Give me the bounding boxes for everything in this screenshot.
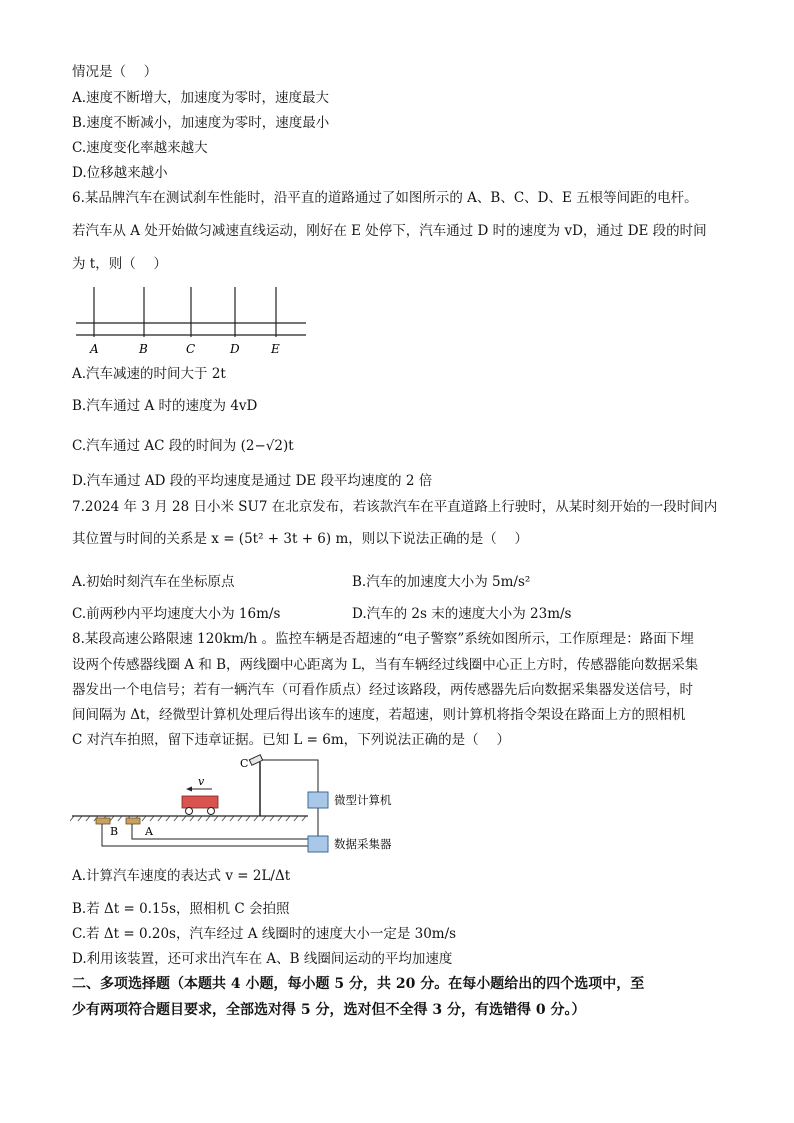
car-body [182, 796, 218, 808]
collector-label: 数据采集器 [334, 837, 392, 851]
q7-option-b: B.汽车的加速度大小为 5m/s² [352, 574, 531, 590]
coil-b-wire [102, 824, 308, 846]
q5-tail: 情况是（ ） [72, 64, 158, 80]
q8-line5: C 对汽车拍照，留下违章证据。已知 L = 6m，下列说法正确的是（ ） [72, 732, 510, 748]
pole-label-b: B [139, 342, 148, 356]
q7-option-c: C.前两秒内平均速度大小为 16m/s [72, 606, 281, 622]
pole-label-a: A [90, 342, 99, 356]
velocity-arrowhead [186, 787, 192, 792]
q8-line1: 8.某段高速公路限速 120km/h 。监控车辆是否超速的“电子警察”系统如图所示，工作原理是：路面下埋 [72, 631, 694, 647]
traffic-camera-figure [70, 752, 410, 857]
q6-line2: 若汽车从 A 处开始做匀减速直线运动，刚好在 E 处停下，汽车通过 D 时的速度为 vD，通过 DE 段的时间 [72, 223, 707, 239]
q7-line1: 7.2024 年 3 月 28 日小米 SU7 在北京发布，若该款汽车在平直道路上行驶时，从某时刻开始的一段时间内 [72, 499, 718, 515]
q8-line3: 器发出一个电信号；若有一辆汽车（可看作质点）经过该路段，两传感器先后向数据采集器发送信号，时 [72, 682, 693, 698]
computer-label: 微型计算机 [334, 793, 392, 807]
q6-option-a: A.汽车减速的时间大于 2t [72, 366, 226, 382]
q5-option-b: B.速度不断减小，加速度为零时，速度最小 [72, 115, 330, 131]
pole-label-c: C [186, 342, 196, 356]
q7-option-a: A.初始时刻汽车在坐标原点 [72, 574, 235, 590]
coil-b-label: B [110, 825, 119, 838]
q6-option-b: B.汽车通过 A 时的速度为 4vD [72, 398, 258, 414]
q6-line3: 为 t，则（ ） [72, 256, 168, 272]
q6-option-c: C.汽车通过 AC 段的时间为 (2−√2)t [72, 438, 294, 454]
coil-b [96, 818, 110, 824]
q6-line1: 6.某品牌汽车在测试刹车性能时，沿平直的道路通过了如图所示的 A、B、C、D、E 五根等间距的电杆。 [72, 190, 698, 206]
section2-heading-line1: 二、多项选择题（本题共 4 小题，每小题 5 分，共 20 分。在每小题给出的四个选项中，至 [72, 976, 645, 992]
pole-label-d: D [230, 342, 240, 356]
velocity-label: v [198, 775, 205, 788]
q5-option-a: A.速度不断增大，加速度为零时，速度最大 [72, 90, 330, 106]
q8-line4: 间间隔为 Δt，经微型计算机处理后得出该车的速度，若超速，则计算机将指令架设在路面上方的照相机 [72, 707, 686, 723]
coil-a-label: A [145, 825, 153, 838]
camera-wire [262, 760, 318, 792]
coil-a [126, 818, 140, 824]
q8-option-b: B.若 Δt = 0.15s，照相机 C 会拍照 [72, 901, 290, 917]
collector-box [308, 836, 328, 852]
q8-line2: 设两个传感器线圈 A 和 B，两线圈中心距离为 L，当有车辆经过线圈中心正上方时，传感器能向数据采集 [72, 657, 699, 673]
q6-option-d: D.汽车通过 AD 段的平均速度是通过 DE 段平均速度的 2 倍 [72, 473, 433, 489]
q8-option-d: D.利用该装置，还可求出汽车在 A、B 线圈间运动的平均加速度 [72, 951, 453, 967]
car-wheel-front [208, 808, 215, 815]
q8-option-c: C.若 Δt = 0.20s，汽车经过 A 线圈时的速度大小一定是 30m/s [72, 926, 457, 942]
computer-box [308, 792, 328, 808]
poles-figure [72, 285, 312, 360]
car-wheel-rear [186, 808, 193, 815]
q8-option-a: A.计算汽车速度的表达式 v = 2L/Δt [72, 868, 291, 884]
q7-line2: 其位置与时间的关系是 x = (5t² + 3t + 6) m，则以下说法正确的是（ ） [72, 531, 529, 547]
camera-label: C [240, 757, 249, 770]
coil-a-wire [132, 824, 308, 839]
pole-label-e: E [271, 342, 280, 356]
q7-option-d: D.汽车的 2s 末的速度大小为 23m/s [352, 606, 572, 622]
section2-heading-line2: 少有两项符合题目要求，全部选对得 5 分，选对但不全得 3 分，有选错得 0 分。） [72, 1002, 586, 1018]
q5-option-d: D.位移越来越小 [72, 165, 168, 181]
q5-option-c: C.速度变化率越来越大 [72, 140, 208, 156]
